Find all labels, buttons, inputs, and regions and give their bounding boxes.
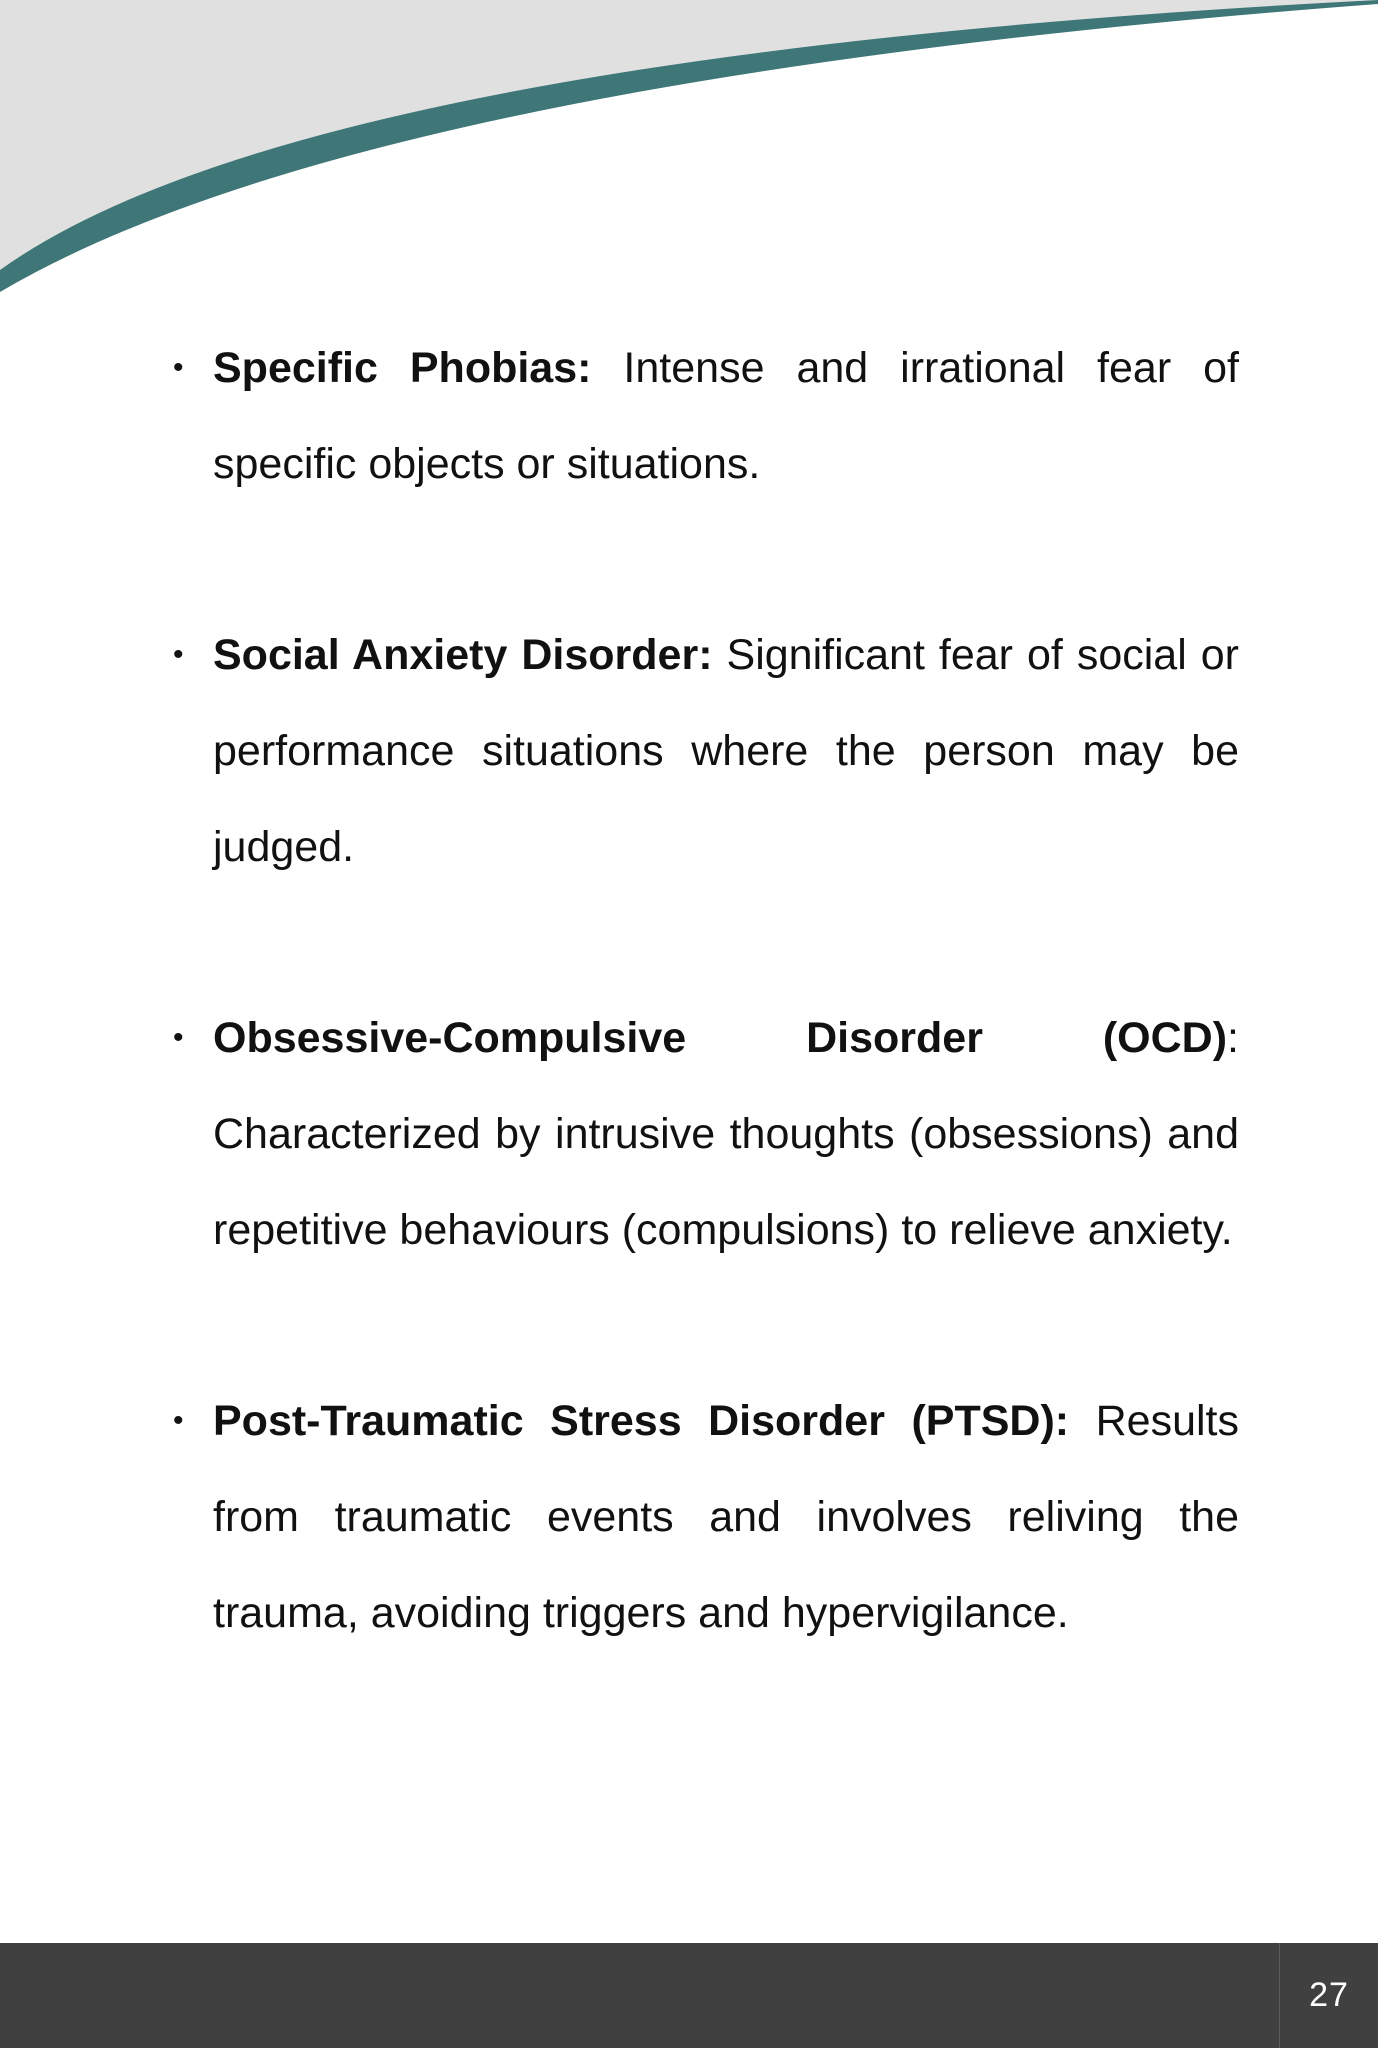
bullet-list — [173, 320, 1239, 1756]
list-item-ocd — [173, 990, 1239, 1278]
item-term: Obsessive-Compulsive Disorder (OCD) — [213, 1014, 1228, 1062]
item-description: Significant fear of social or performance situations where the person may be judged. — [213, 631, 1239, 871]
page-number-box — [1279, 1943, 1378, 2048]
list-item-ptsd — [173, 1373, 1239, 1661]
header-gray-fill — [0, 0, 1378, 270]
footer-bar — [0, 1943, 1378, 2048]
item-description: : Characterized by intrusive thoughts (obsessions) and repetitive behaviours (compulsions) to relieve anxiety. — [213, 1014, 1239, 1254]
bullet-marker: • — [173, 1021, 184, 1054]
list-item-specific-phobias — [173, 320, 1239, 512]
item-term: Social Anxiety Disorder: — [213, 631, 713, 679]
item-description: Intense and irrational fear of specific objects or situations. — [213, 344, 1239, 488]
list-item-social-anxiety — [173, 607, 1239, 895]
bullet-marker: • — [173, 1404, 184, 1437]
item-term: Specific Phobias: — [213, 344, 592, 392]
item-description: Results from traumatic events and involves reliving the trauma, avoiding triggers and hypervigilance. — [213, 1397, 1239, 1637]
item-term: Post-Traumatic Stress Disorder (PTSD): — [213, 1397, 1070, 1445]
header-curve-decoration — [0, 0, 1378, 300]
bullet-marker: • — [173, 351, 184, 384]
page-number: 27 — [1309, 1976, 1349, 2014]
bullet-marker: • — [173, 638, 184, 671]
